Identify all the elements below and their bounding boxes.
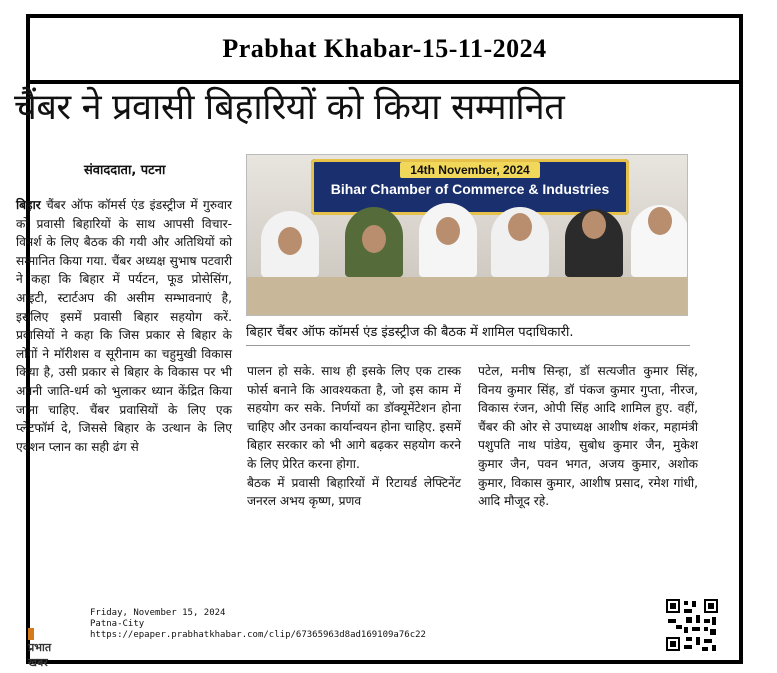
- person-head: [582, 211, 606, 239]
- article-byline: संवाददाता, पटना: [84, 163, 166, 178]
- footer-url[interactable]: https://epaper.prabhatkhabar.com/clip/67365963d8ad169109a76c22: [90, 630, 426, 640]
- footer-edition: Patna-City: [90, 619, 145, 629]
- person-head: [508, 213, 532, 241]
- lead-word: बिहार: [16, 198, 41, 212]
- article-column-2: [247, 362, 461, 511]
- footer-meta: [90, 608, 426, 641]
- photo-banner: [311, 159, 629, 215]
- caption-divider: [246, 345, 690, 346]
- footer-date: Friday, November 15, 2024: [90, 608, 226, 618]
- article-headline: चैंबर ने प्रवासी बिहारियों को किया सम्मानित: [14, 87, 565, 128]
- photo-caption: बिहार चैंबर ऑफ कॉमर्स एंड इंडस्ट्रीज की बैठक में शामिल पदाधिकारी.: [246, 325, 574, 340]
- article-photo: [246, 154, 688, 316]
- article-column-3: [478, 362, 698, 511]
- qr-code-icon[interactable]: [664, 597, 720, 653]
- person-head: [278, 227, 302, 255]
- person-head: [362, 225, 386, 253]
- banner-date: 14th November, 2024: [400, 162, 539, 178]
- logo-text: प्रभात खबर: [28, 641, 52, 669]
- conference-table: [247, 277, 687, 315]
- column-3-text: पटेल, मनीष सिन्हा, डॉ सत्यजीत कुमार सिंह, विनय कुमार सिंह, डॉ पंकज कुमार गुप्ता, नीरज, विकास रंजन, ओपी सिंह आदि शामिल हुए. वहीं, चैंबर की ओर से उपाध्यक्ष आशीष शंकर, महामंत्री पशुपति नाथ पांडेय, सुबोध कुमार जैन, मुकेश कुमार जैन, पवन भगत, अजय कुमार, अशोक कुमार, विकास कुमार, आशीष प्रसाद, रमेश गांधी, आदि मौजूद रहे.: [478, 364, 698, 509]
- article-column-1: [16, 196, 232, 456]
- masthead-title: Prabhat Khabar-15-11-2024: [222, 34, 547, 63]
- column-2-text-b: बैठक में प्रवासी बिहारियों में रिटायर्ड लेफ्टिनेंट जनरल अभय कृष्ण, प्रणव: [247, 475, 461, 509]
- column-2-text: पालन हो सके. साथ ही इसके लिए एक टास्क फोर्स बनाने कि आवश्यकता है, जो इस काम में सहयोग कर सके. निर्णयों का डॉक्यूमेंटेशन होना चाहिए और उनका कार्यान्वयन होना चाहिए. इसमें बिहार सरकार को भी आगे बढ़कर सहयोग करने के लिए प्रेरित करना होगा.: [247, 364, 461, 471]
- masthead: [30, 18, 739, 84]
- person-head: [436, 217, 460, 245]
- column-1-text: चैंबर ऑफ कॉमर्स एंड इंडस्ट्रीज में गुरुवार को प्रवासी बिहारियों के साथ आपसी विचार-विमर्श के लिए बैठक की गयी और अतिथियों को सम्मानित किया गया. चैंबर अध्यक्ष सुभाष पटवारी ने कहा कि बिहार में पर्यटन, फूड प्रोसेसिंग, आइटी, स्टार्टअप की असीम सम्भावनाएं है, इसलिए इसमें प्रवासी बिहार सहयोग करें. प्रवासियों ने कहा कि जिस प्रकार से बिहार के लोगों ने मॉरीशस व सूरीनाम का चहुमुखी विकास किया है, उसी प्रकार से बिहार के विकास पर भी अपनी जाति-धर्म को भुलाकर ध्यान केंद्रित किया जाना चाहिए. चैंबर प्रवासियों के लिए एक प्लेटफॉर्म दे, जिससे बिहार के उत्थान के लिए एक्शन प्लान का सही ढंग से: [16, 198, 232, 454]
- person-head: [648, 207, 672, 235]
- logo-mark-icon: [28, 628, 34, 640]
- banner-org: Bihar Chamber of Commerce & Industries: [330, 181, 610, 197]
- prabhat-khabar-logo: [28, 627, 51, 670]
